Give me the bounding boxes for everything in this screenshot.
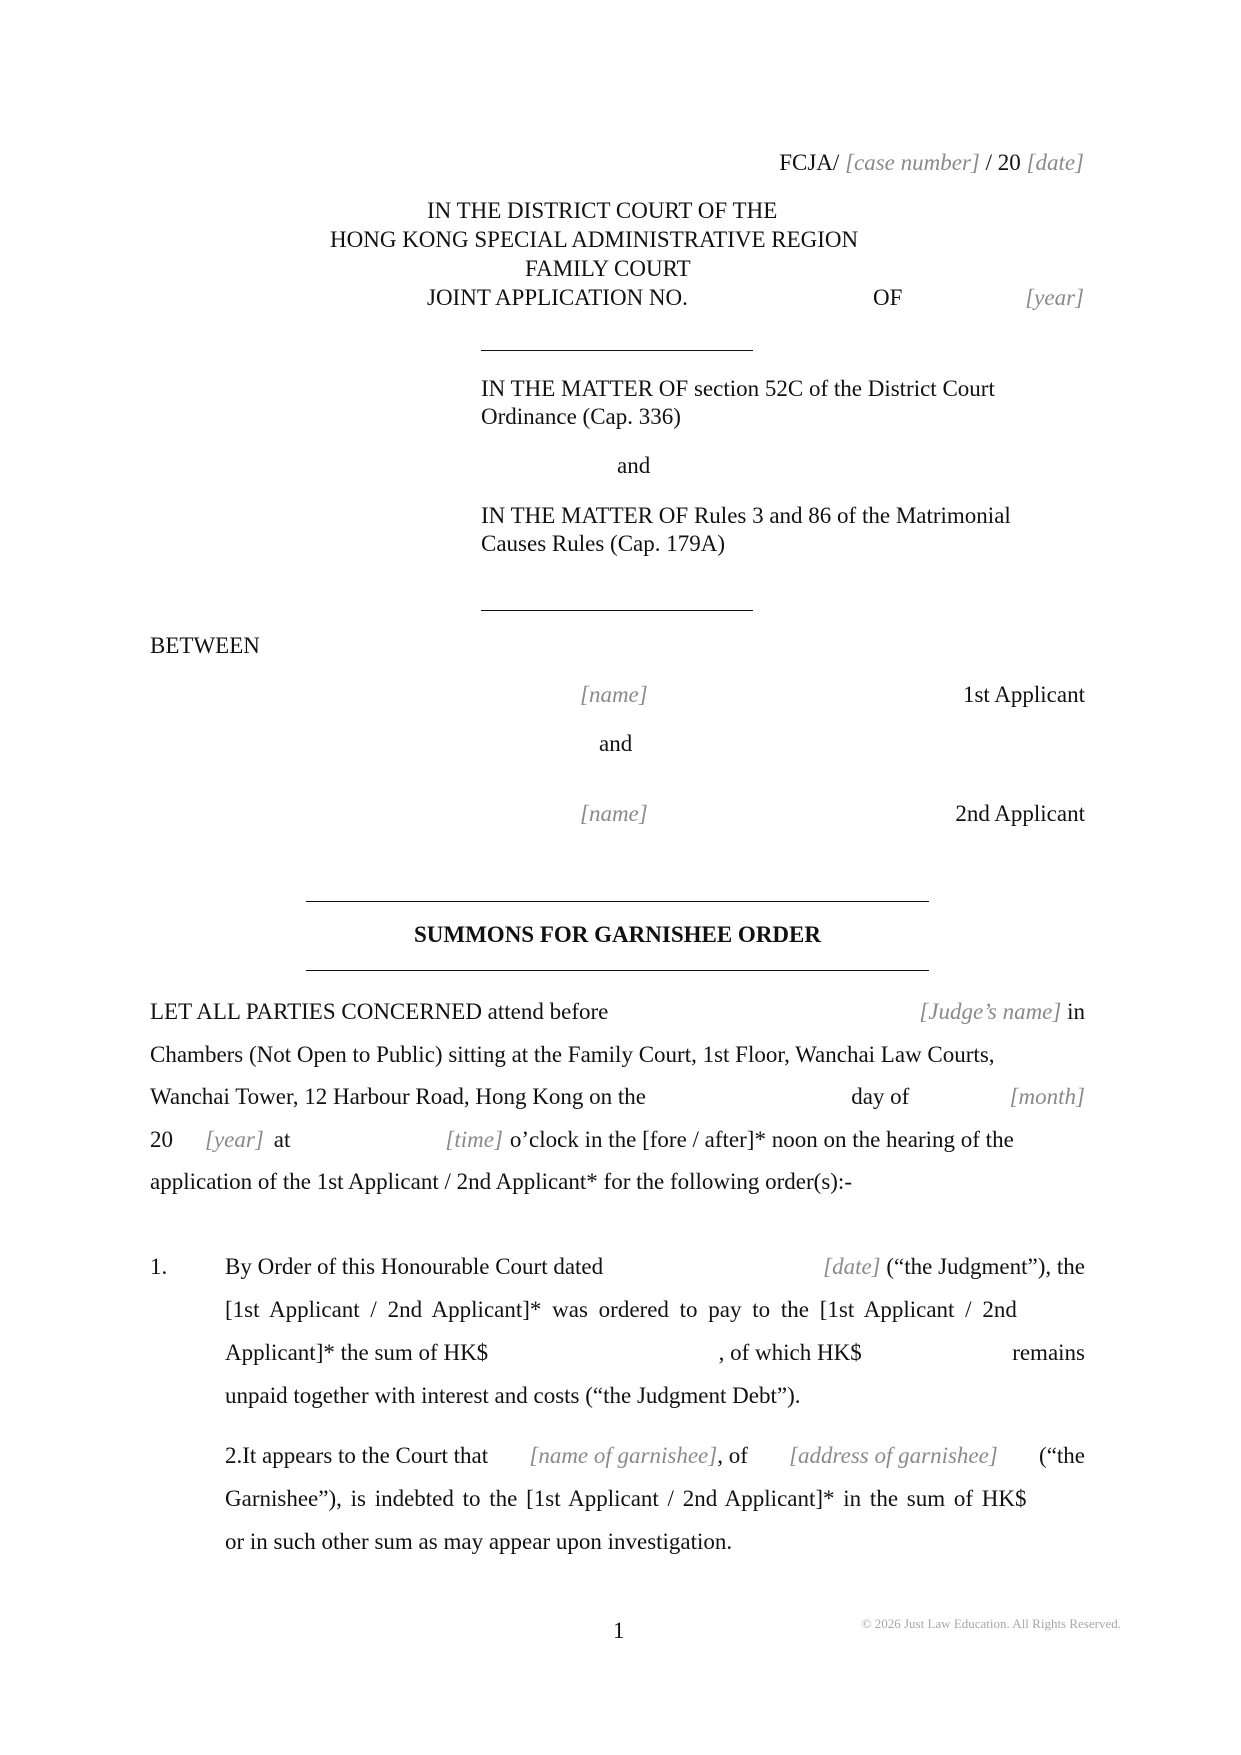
matter-2-line1: IN THE MATTER OF Rules 3 and 86 of the Matrimonial [481,503,1011,528]
item-1-text: [1st Applicant / 2nd Applicant]* was ordered to pay to the [1st Applicant / 2nd [225,1297,1017,1322]
matters-and: and [617,453,651,478]
case-date-placeholder: [date] [1026,150,1084,175]
item-1-line-1 [225,1245,1085,1288]
item-2-text: or in such other sum as may appear upon investigation. [225,1529,733,1554]
item-1-text: By Order of this Honourable Court dated [225,1254,604,1279]
intro-line-3 [150,1076,1085,1119]
matter-1-line2: Ordinance (Cap. 336) [481,404,681,429]
title-rule-bottom [306,970,929,971]
between-label: BETWEEN [150,633,260,658]
intro-line-5 [150,1161,1085,1204]
party-2-name-placeholder: [name] [580,801,648,826]
case-year-prefix: / 20 [985,150,1021,175]
item-1-text: unpaid together with interest and costs (“the Judgment Debt”). [225,1383,801,1408]
order-date-placeholder: [date] [823,1254,881,1279]
intro-text: LET ALL PARTIES CONCERNED attend before [150,999,609,1024]
matter-1-line1: IN THE MATTER OF section 52C of the District Court [481,376,995,401]
case-prefix: FCJA/ [779,150,840,175]
intro-judge-group [919,991,1085,1034]
case-reference [779,150,1084,176]
divider-middle [481,610,753,611]
item-2-text: Garnishee”), is indebted to the [1st Applicant / 2nd Applicant]* in the sum of HK$ [225,1486,1027,1511]
item-1-remains: remains [1012,1340,1085,1365]
judge-name-placeholder: [Judge’s name] [919,999,1062,1024]
item-2-garnishee-group [529,1434,748,1477]
joint-application-year-placeholder: [year] [1025,285,1084,310]
item-1-line-3 [225,1331,1085,1374]
intro-line-1 [150,991,1085,1034]
item-2-of: , of [717,1443,748,1468]
joint-application-label: JOINT APPLICATION NO. [427,285,688,310]
garnishee-name-placeholder: [name of garnishee] [529,1443,718,1468]
intro-paragraph [150,991,1085,1204]
intro-at: at [273,1126,291,1152]
intro-text: o’clock in the [fore / after]* noon on the hearing of the [509,1126,1014,1152]
month-placeholder: [month] [1009,1084,1085,1109]
party-1-role: 1st Applicant [962,682,1085,707]
item-2-line-3 [225,1520,1085,1563]
hearing-year-placeholder: [year] [205,1126,264,1152]
page-number: 1 [613,1618,625,1643]
item-1-line-2 [225,1288,1085,1331]
intro-in: in [1067,999,1085,1024]
item-1-text: Applicant]* the sum of HK$ [225,1340,489,1365]
court-heading-line2: HONG KONG SPECIAL ADMINISTRATIVE REGION [330,227,859,252]
intro-line-2 [150,1034,1085,1077]
item-2-paragraph [225,1434,1085,1563]
intro-twenty: 20 [150,1126,173,1152]
parties-and: and [599,731,633,756]
party-2-role: 2nd Applicant [955,801,1085,826]
intro-day-of: day of [851,1084,910,1109]
time-placeholder: [time] [445,1126,503,1152]
document-title: SUMMONS FOR GARNISHEE ORDER [413,922,821,947]
item-2-line-2 [225,1477,1085,1520]
party-1-name-placeholder: [name] [580,682,648,707]
item-1-number: 1. [150,1254,168,1279]
item-1-line-4 [225,1374,1085,1417]
item-2-text: 2.It appears to the Court that [225,1443,489,1468]
item-1-text: (“the Judgment”), the [886,1254,1085,1279]
intro-text: Wanchai Tower, 12 Harbour Road, Hong Kong on the [150,1084,646,1109]
intro-text: Chambers (Not Open to Public) sitting at the Family Court, 1st Floor, Wanchai Law Courts, [150,1041,995,1067]
item-1-paragraph [225,1245,1085,1417]
garnishee-address-placeholder: [address of garnishee] [789,1443,998,1468]
court-heading-line1: IN THE DISTRICT COURT OF THE [427,198,778,223]
matter-2-line2: Causes Rules (Cap. 179A) [481,531,726,556]
item-2-line-1 [225,1434,1085,1477]
joint-application-of: OF [873,285,903,310]
court-heading-line3: FAMILY COURT [525,256,691,281]
item-1-date-group [823,1245,1085,1288]
divider-top [481,350,753,351]
title-rule-top [306,901,929,902]
copyright-notice: © 2026 Just Law Education. All Rights Reserved. [861,1616,1121,1631]
item-1-text: , of which HK$ [718,1340,862,1365]
intro-text: application of the 1st Applicant / 2nd Applicant* for the following order(s):- [150,1169,852,1194]
intro-line-4 [150,1119,1085,1162]
case-number-placeholder: [case number] [845,150,980,175]
item-2-text: (“the [1039,1443,1085,1468]
